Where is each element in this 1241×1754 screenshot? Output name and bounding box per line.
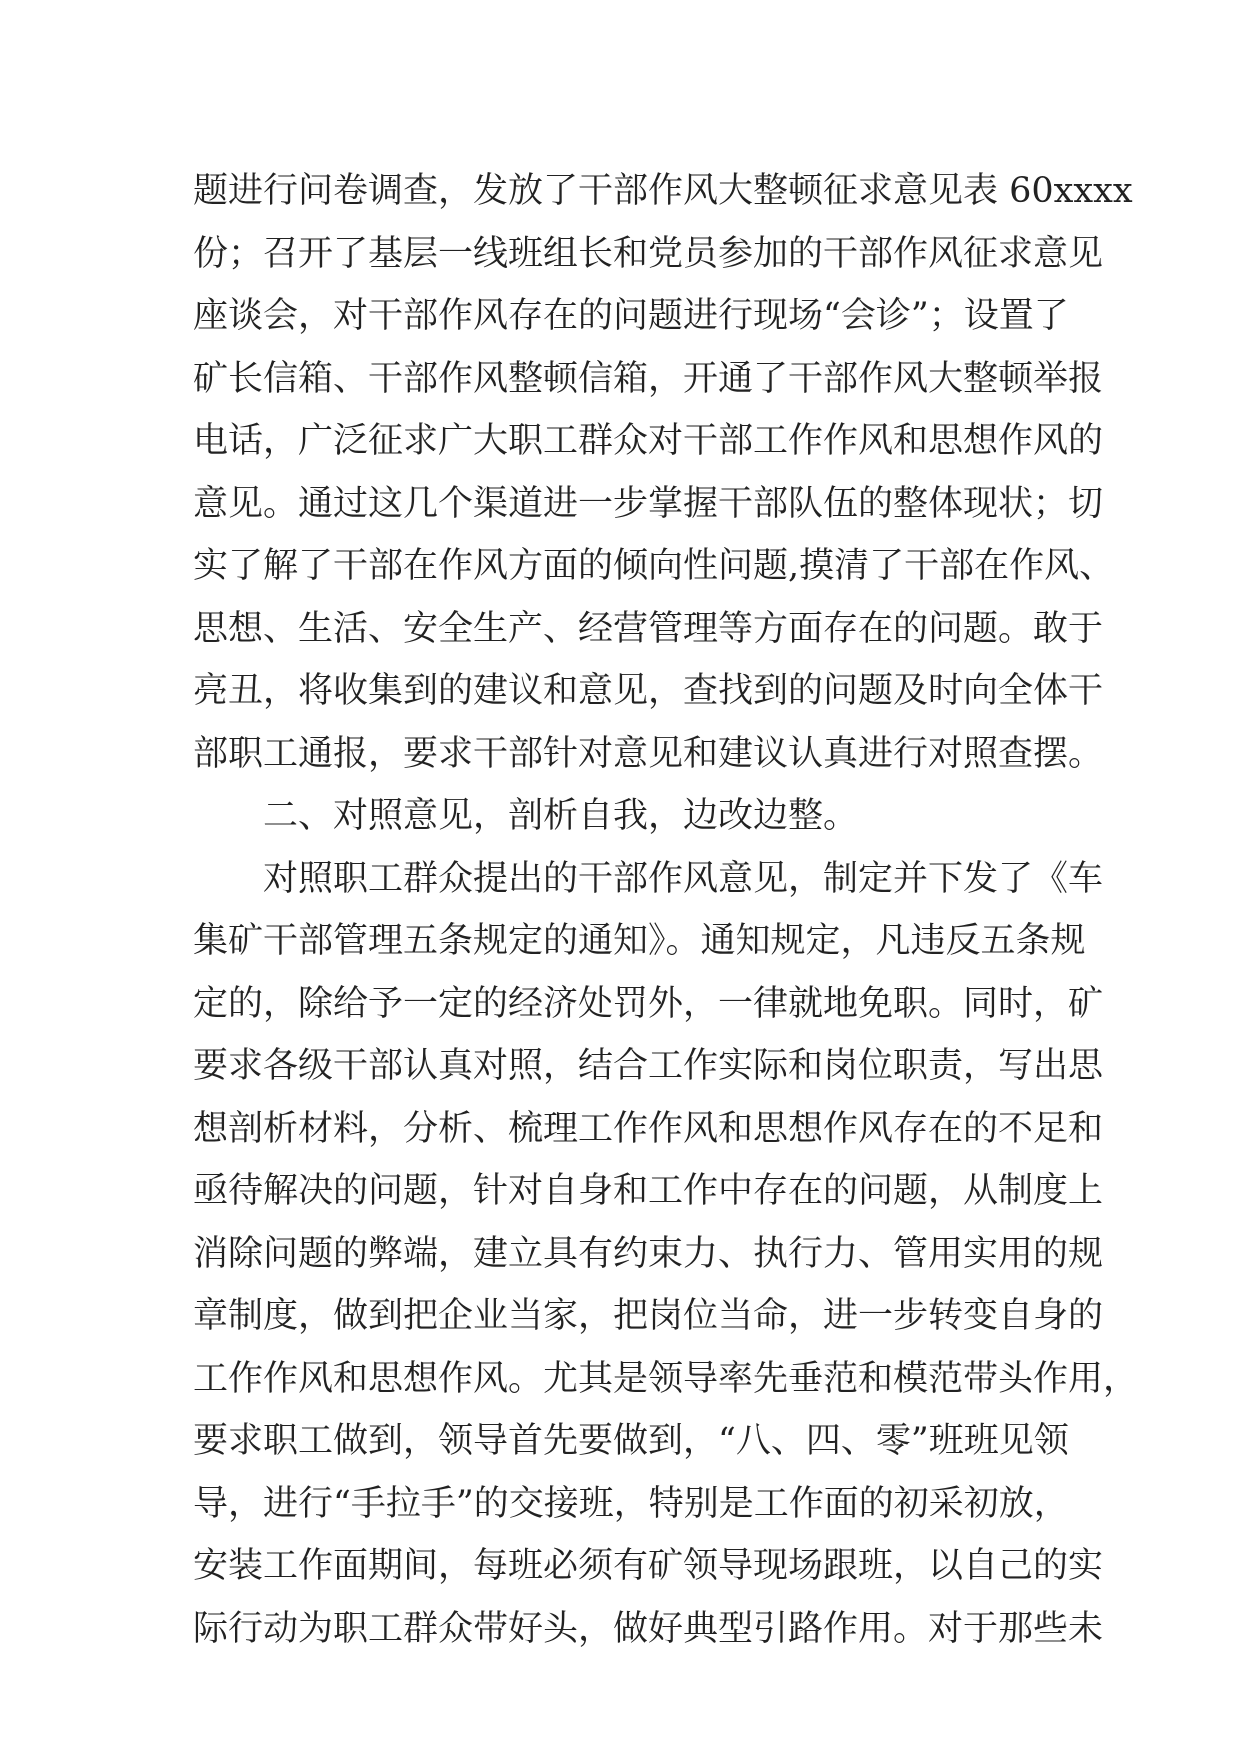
text-line-24: 际行动为职工群众带好头，做好典型引路作用。对于那些未 [193,1608,1104,1649]
text-line-6: 意见。通过这几个渠道进一步掌握干部队伍的整体现状；切 [193,483,1104,524]
text-line-5: 电话，广泛征求广大职工群众对干部工作作风和思想作风的 [193,421,1104,461]
text-line-7: 实了解了干部在作风方面的倾向性问题,摸清了干部在作风、 [193,546,1115,586]
text-line-20: 工作作风和思想作风。尤其是领导率先垂范和模范带头作用， [193,1358,1139,1399]
text-line-1: 题进行问卷调查，发放了干部作风大整顿征求意见表 60xxxx [193,171,1133,211]
text-line-4: 矿长信箱、干部作风整顿信箱，开通了干部作风大整顿举报 [193,358,1104,399]
text-line-12: 对照职工群众提出的干部作风意见，制定并下发了《车 [263,858,1104,899]
text-line-23: 安装工作面期间，每班必须有矿领导现场跟班，以自己的实 [193,1546,1104,1586]
text-line-10: 部职工通报，要求干部针对意见和建议认真进行对照查摆。 [193,733,1104,774]
text-line-14: 定的，除给予一定的经济处罚外，一律就地免职。同时，矿 [193,983,1104,1024]
text-line-13: 集矿干部管理五条规定的通知》。通知规定，凡违反五条规 [193,921,1086,961]
text-line-17: 亟待解决的问题，针对自身和工作中存在的问题，从制度上 [193,1171,1104,1211]
text-line-19: 章制度，做到把企业当家，把岗位当命，进一步转变自身的 [193,1296,1104,1336]
text-line-18: 消除问题的弊端，建立具有约束力、执行力、管用实用的规 [193,1233,1104,1274]
text-line-9: 亮丑，将收集到的建议和意见，查找到的问题及时向全体干 [193,671,1104,711]
text-line-21: 要求职工做到，领导首先要做到，“八、四、零”班班见领 [193,1421,1069,1461]
text-line-16: 想剖析材料，分析、梳理工作作风和思想作风存在的不足和 [193,1108,1104,1149]
text-line-2: 份；召开了基层一线班组长和党员参加的干部作风征求意见 [193,233,1104,274]
text-line-22: 导，进行“手拉手”的交接班，特别是工作面的初采初放， [193,1483,1069,1524]
section-heading: 二、对照意见，剖析自我，边改边整。 [263,796,859,836]
text-line-15: 要求各级干部认真对照，结合工作实际和岗位职责，写出思 [193,1046,1104,1086]
body-text [193,160,1139,1660]
text-line-8: 思想、生活、安全生产、经营管理等方面存在的问题。敢于 [193,608,1104,649]
text-line-3: 座谈会，对干部作风存在的问题进行现场“会诊”；设置了 [193,296,1069,336]
